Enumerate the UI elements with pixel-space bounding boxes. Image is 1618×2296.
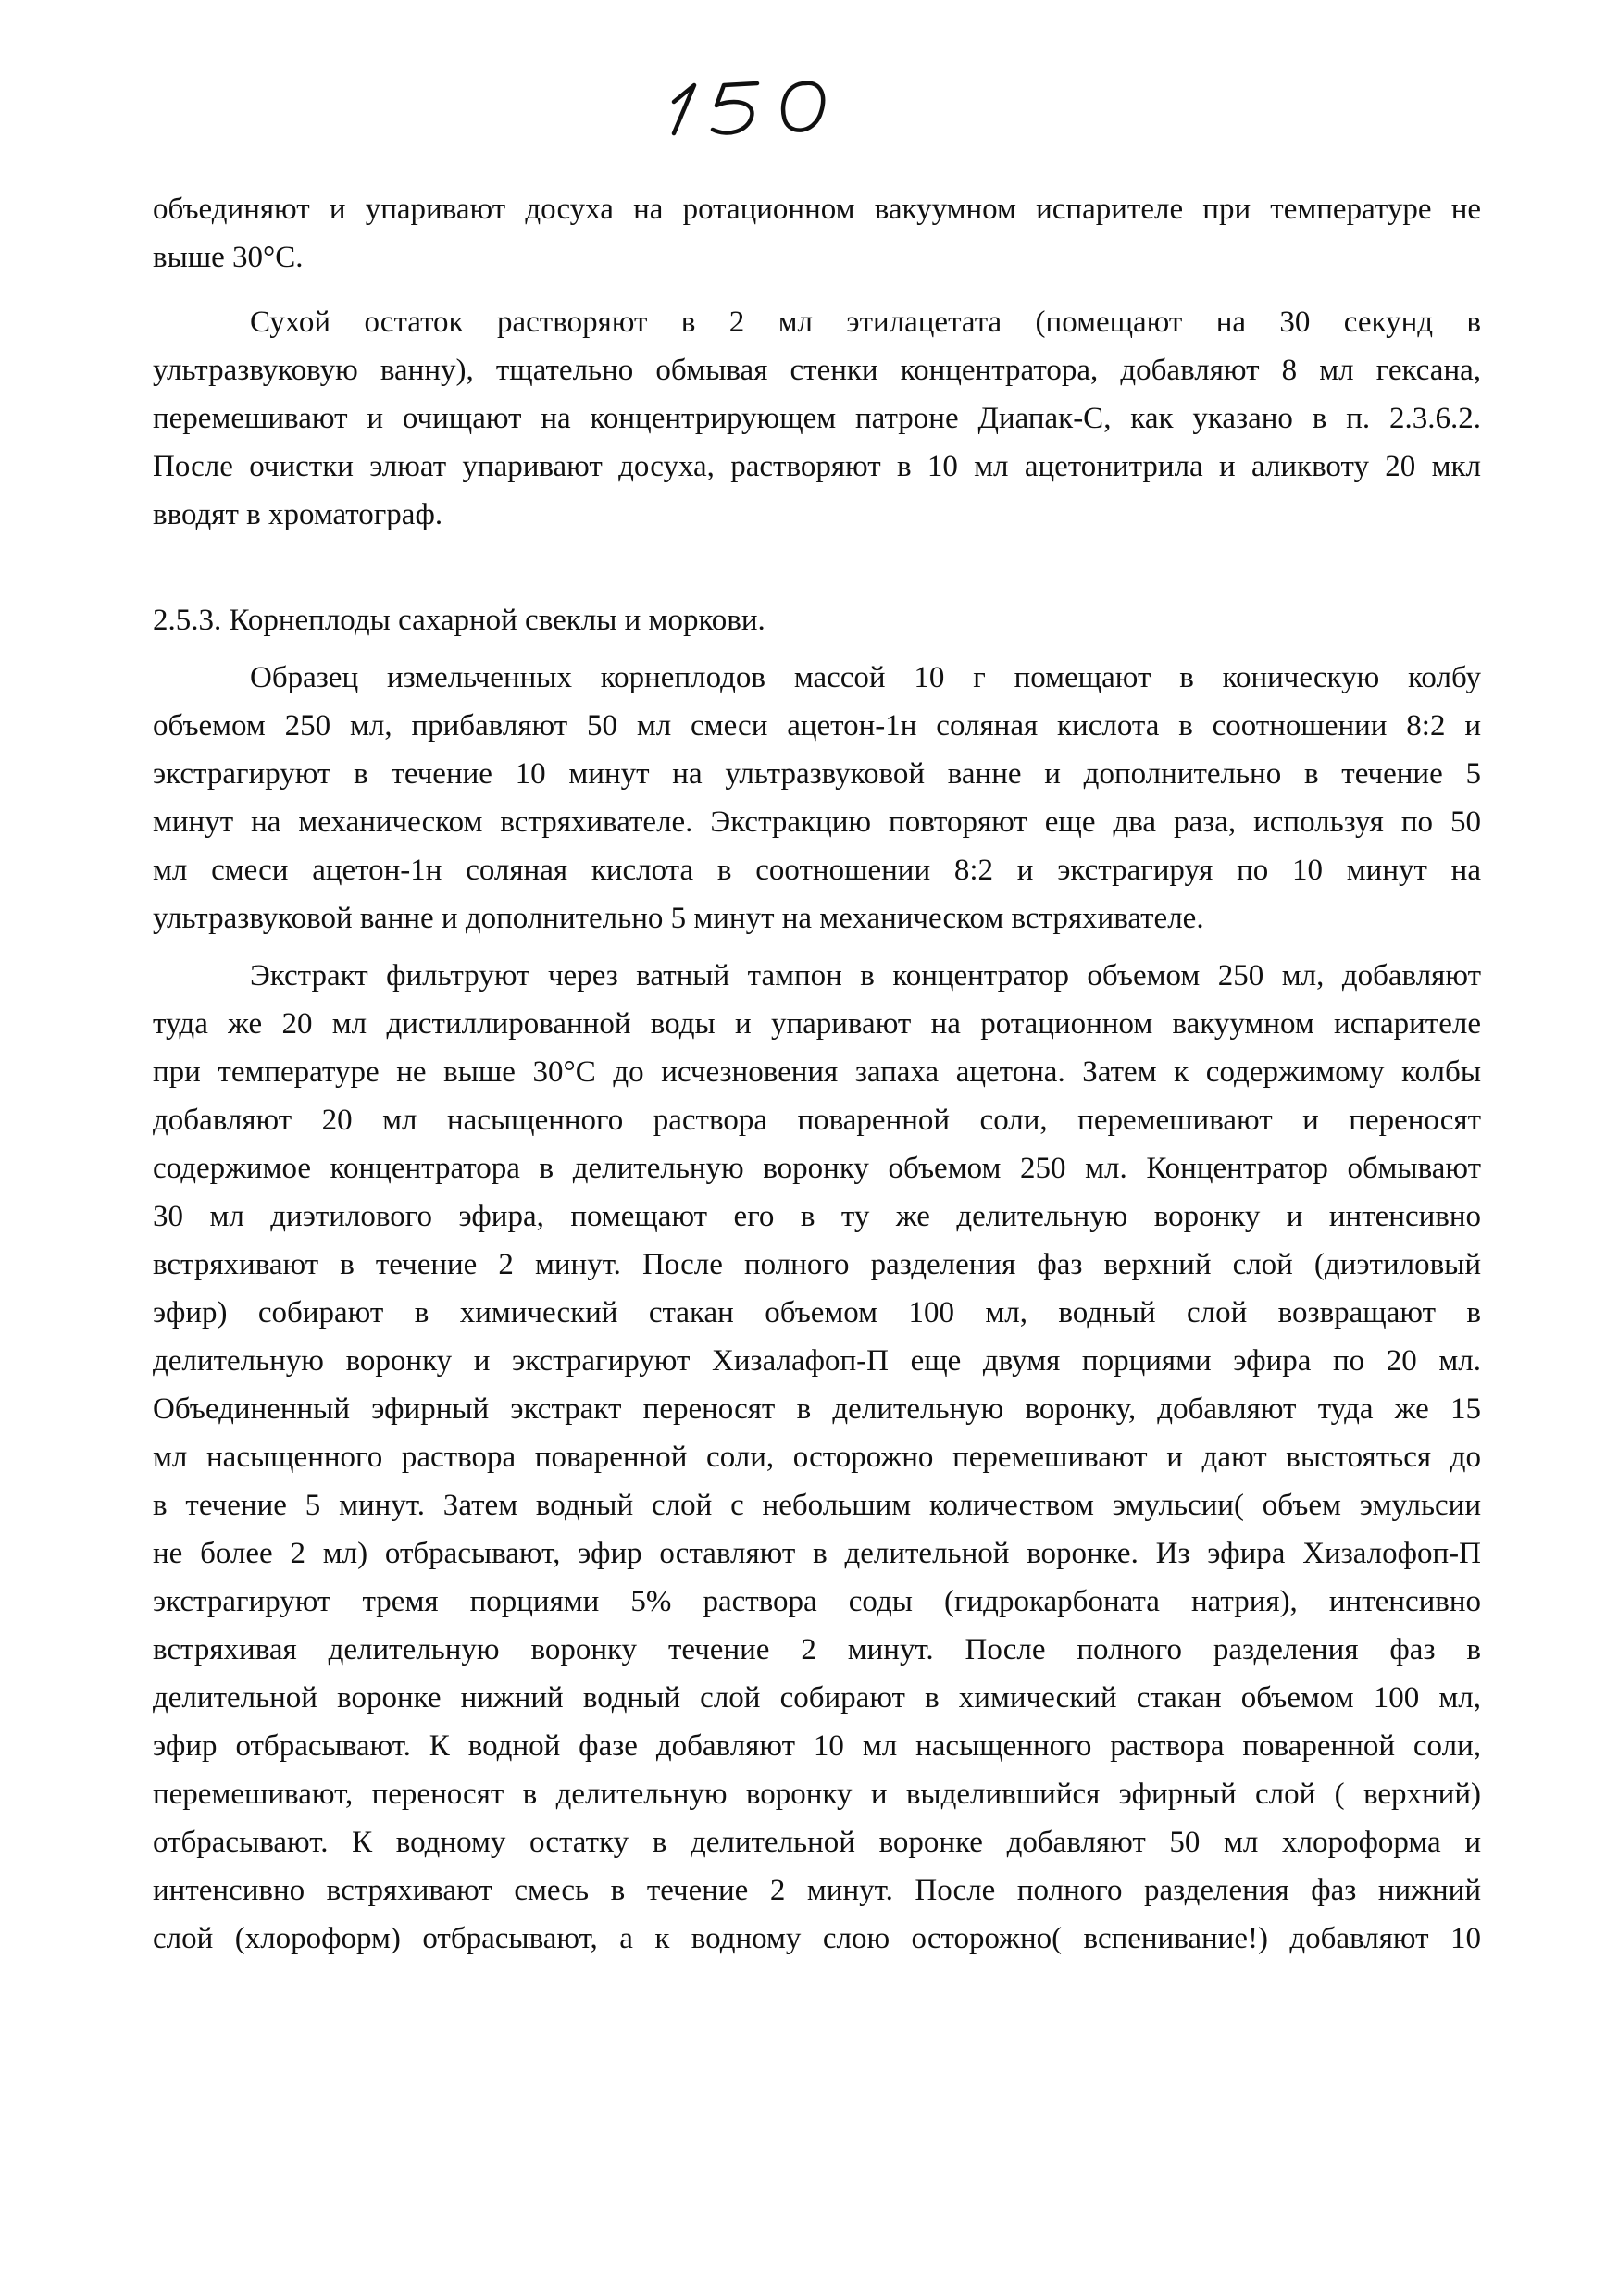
text-line: объемом 250 мл, прибавляют 50 мл смеси ацетон-1н соляная кислота в соотношении 8:2 и xyxy=(153,709,1481,742)
text-line: встряхивают в течение 2 минут. После полного разделения фаз верхний слой (диэтиловый xyxy=(153,1248,1481,1281)
handwritten-page-number xyxy=(648,57,870,141)
text-line: Образец измельченных корнеплодов массой 10 г помещают в коническую колбу xyxy=(250,661,1481,694)
text-line: туда же 20 мл дистиллированной воды и упаривают на ротационном вакуумном испарителе xyxy=(153,1007,1481,1041)
text-line: делительную воронку и экстрагируют Хизалафоп-П еще двумя порциями эфира по 20 мл. xyxy=(153,1344,1481,1378)
text-line: перемешивают, переносят в делительную воронку и выделившийся эфирный слой ( верхний) xyxy=(153,1778,1481,1811)
paragraph-dry-residue xyxy=(153,298,1481,539)
document-body xyxy=(153,185,1481,1963)
text-line: Сухой остаток растворяют в 2 мл этилацетата (помещают на 30 секунд в xyxy=(250,306,1481,339)
text-line: Объединенный эфирный экстракт переносят в делительную воронку, добавляют туда же 15 xyxy=(153,1392,1481,1426)
text-line: интенсивно встряхивают смесь в течение 2 минут. После полного разделения фаз нижний xyxy=(153,1874,1481,1907)
text-line: ультразвуковую ванну), тщательно обмывая стенки концентратора, добавляют 8 мл гексана, xyxy=(153,354,1481,387)
paragraph-sample-prep xyxy=(153,654,1481,942)
text-line: не более 2 мл) отбрасывают, эфир оставляют в делительной воронке. Из эфира Хизалофоп-П xyxy=(153,1537,1481,1570)
text-line: 30 мл диэтилового эфира, помещают его в ту же делительную воронку и интенсивно xyxy=(153,1200,1481,1233)
text-line: экстрагируют в течение 10 минут на ультразвуковой ванне и дополнительно в течение 5 xyxy=(153,757,1481,791)
text-line: Экстракт фильтруют через ватный тампон в концентратор объемом 250 мл, добавляют xyxy=(250,959,1481,992)
text-line: в течение 5 минут. Затем водный слой с небольшим количеством эмульсии( объем эмульсии xyxy=(153,1489,1481,1522)
text-line: встряхивая делительную воронку течение 2 минут. После полного разделения фаз в xyxy=(153,1633,1481,1666)
section-heading xyxy=(153,596,1481,644)
text-line: выше 30°С. xyxy=(153,241,304,274)
section-title: 2.5.3. Корнеплоды сахарной свеклы и моркови. xyxy=(153,604,765,637)
text-line: при температуре не выше 30°С до исчезновения запаха ацетона. Затем к содержимому колбы xyxy=(153,1055,1481,1089)
paragraph-continuation xyxy=(153,185,1481,281)
text-line: объединяют и упаривают досуха на ротационном вакуумном испарителе при температуре не xyxy=(153,193,1481,226)
text-line: делительной воронке нижний водный слой собирают в химический стакан объемом 100 мл, xyxy=(153,1681,1481,1715)
text-line: мл насыщенного раствора поваренной соли, осторожно перемешивают и дают выстояться до xyxy=(153,1441,1481,1474)
paragraph-extract-filtration xyxy=(153,952,1481,1963)
text-line: минут на механическом встряхивателе. Экстракцию повторяют еще два раза, используя по 50 xyxy=(153,805,1481,839)
text-line: мл смеси ацетон-1н соляная кислота в соотношении 8:2 и экстрагируя по 10 минут на xyxy=(153,854,1481,887)
text-line: добавляют 20 мл насыщенного раствора поваренной соли, перемешивают и переносят xyxy=(153,1104,1481,1137)
text-line: содержимое концентратора в делительную воронку объемом 250 мл. Концентратор обмывают xyxy=(153,1152,1481,1185)
text-line: эфир) собирают в химический стакан объемом 100 мл, водный слой возвращают в xyxy=(153,1296,1481,1329)
text-line: отбрасывают. К водному остатку в делительной воронке добавляют 50 мл хлороформа и xyxy=(153,1826,1481,1859)
text-line: вводят в хроматограф. xyxy=(153,498,443,531)
text-line: слой (хлороформ) отбрасывают, а к водному слою осторожно( вспенивание!) добавляют 10 xyxy=(153,1922,1481,1955)
text-line: эфир отбрасывают. К водной фазе добавляют 10 мл насыщенного раствора поваренной соли, xyxy=(153,1729,1481,1763)
handwritten-page-number-drawing xyxy=(648,57,870,141)
text-line: перемешивают и очищают на концентрирующем патроне Диапак-С, как указано в п. 2.3.6.2. xyxy=(153,402,1481,435)
text-line: экстрагируют тремя порциями 5% раствора соды (гидрокарбоната натрия), интенсивно xyxy=(153,1585,1481,1618)
text-line: После очистки элюат упаривают досуха, растворяют в 10 мл ацетонитрила и аликвоту 20 мкл xyxy=(153,450,1481,483)
text-line: ультразвуковой ванне и дополнительно 5 минут на механическом встряхивателе. xyxy=(153,902,1204,935)
